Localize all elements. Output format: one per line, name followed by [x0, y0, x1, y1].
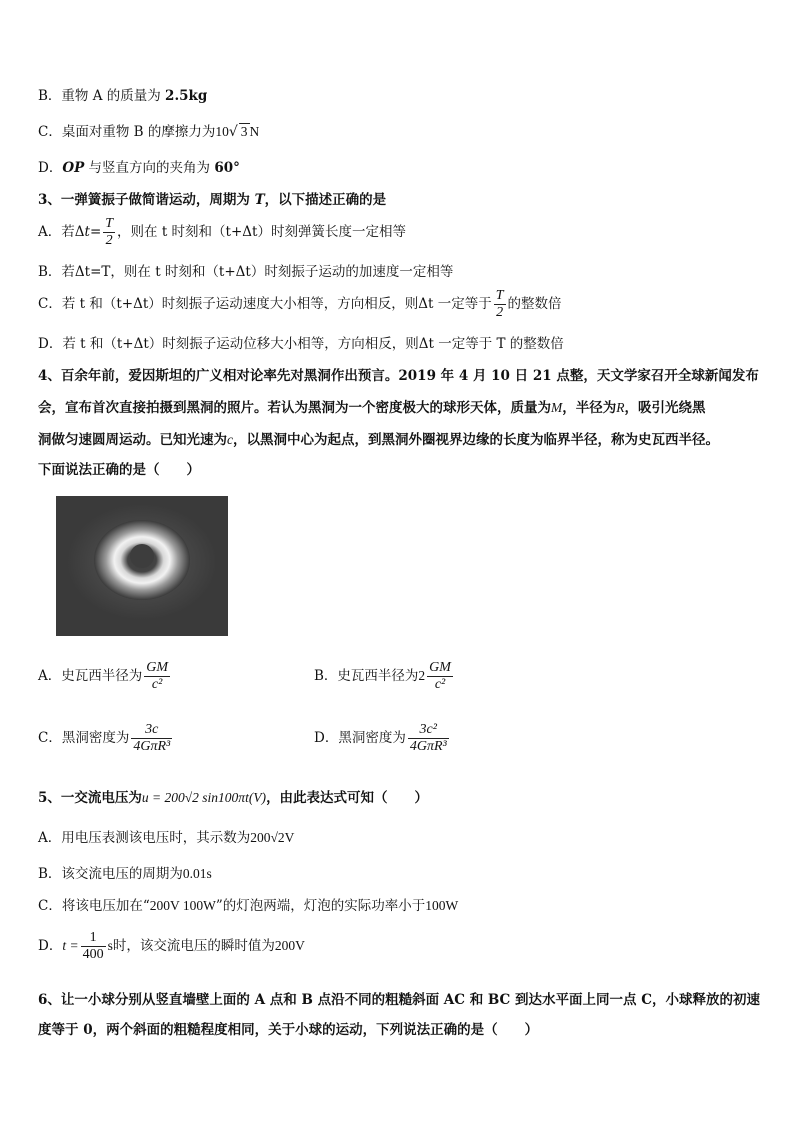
q4-option-c: C．黑洞密度为 $\frac{3c}{\text{4GπR³}}$: [38, 722, 171, 754]
q3-a-fraction: $\frac{T}{2}$: [105, 216, 114, 248]
q4-option-b: B．史瓦西半径为2 $\frac{GM}{\text{c²}}$: [314, 660, 451, 692]
q4-stem-line2: 会，宣布首次直接拍摄到黑洞的照片。若认为黑洞为一个密度极大的球形天体，质量为M，半径为R，吸引光绕黑: [38, 400, 706, 416]
q5-option-c: C．将该电压加在“200V 100W”的灯泡两端，灯泡的实际功率小于100W: [38, 898, 459, 914]
q4-stem-line4: 下面说法正确的是（ ）: [38, 462, 200, 478]
q3-stem: 3、一弹簧振子做简谐运动，周期为 T，以下描述正确的是: [38, 192, 387, 208]
black-hole-image: [56, 496, 228, 636]
q5-option-a: A．用电压表测该电压时，其示数为200√2V: [38, 830, 295, 846]
q4-option-d: D．黑洞密度为 $\frac{\text{3c²}}{\text{4GπR³}}$: [314, 722, 447, 754]
q4-stem-line3: 洞做匀速圆周运动。已知光速为c，以黑洞中心为起点，到黑洞外圈视界边缘的长度为临界半径，称为史瓦西半径。: [38, 432, 719, 448]
q3-c-fraction: $\frac{T}{2}$: [495, 288, 504, 320]
q5-option-b: B．该交流电压的周期为0.01s: [38, 866, 212, 882]
q3-option-d: D．若 t 和（t+Δt）时刻振子运动位移大小相等，方向相反，则Δt 一定等于 T 的整数倍: [38, 336, 564, 352]
q5-stem: 5、一交流电压为u = 200√2 sin100πt(V)，由此表达式可知（ ）: [38, 790, 429, 806]
q3-option-c: C．若 t 和（t+Δt）时刻振子运动速度大小相等，方向相反，则Δt 一定等于 $\frac{T}{2}$ 的整数倍: [38, 288, 562, 320]
q6-stem-line2: 度等于 0，两个斜面的粗糙程度相同，关于小球的运动，下列说法正确的是（ ）: [38, 1022, 539, 1038]
q5-option-d: D．t = $\frac{1}{400}$ s时，该交流电压的瞬时值为200V: [38, 930, 305, 962]
q4-option-a: A．史瓦西半径为 $\frac{GM}{\text{c²}}$: [38, 660, 169, 692]
q3-option-a: A．若Δt= $\frac{T}{2}$ ，则在 t 时刻和（t+Δt）时刻弹簧长度一定相等: [38, 216, 406, 248]
q2-option-c: C．桌面对重物 B 的摩擦力为10√ 3 N: [38, 124, 260, 140]
q2-option-d: D．OP 与竖直方向的夹角为 60°: [38, 160, 240, 176]
q6-stem-line1: 6、让一小球分别从竖直墙壁上面的 A 点和 B 点沿不同的粗糙斜面 AC 和 BC 到达水平面上同一点 C，小球释放的初速: [38, 992, 760, 1008]
q4-stem-line1: 4、百余年前，爱因斯坦的广义相对论率先对黑洞作出预言。2019 年 4 月 10 日 21 点整，天文学家召开全球新闻发布: [38, 368, 759, 384]
q2-option-b: B．重物 A 的质量为 2.5kg: [38, 88, 208, 104]
q3-option-b: B．若Δt=T，则在 t 时刻和（t+Δt）时刻振子运动的加速度一定相等: [38, 264, 454, 280]
